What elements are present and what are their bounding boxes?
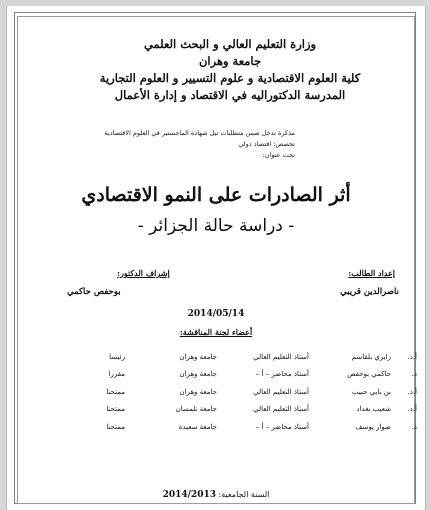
member-rank: أستاذ التعليم العالي <box>253 405 309 414</box>
member-university: جامعة سعيدة <box>178 422 217 431</box>
student-label: إعداد الطالب: <box>348 268 395 278</box>
thesis-note <box>104 128 295 161</box>
member-name: بن بايي حبيب <box>351 387 391 396</box>
student-name: ناصرالدين قريبي <box>340 287 399 297</box>
member-name: حاكمي بوحفص <box>347 370 391 379</box>
member-role: ممتحنا <box>106 422 125 431</box>
committee-title: أعضاء لجنة المناقشة: <box>179 327 253 337</box>
member-role: رئيسا <box>109 352 125 361</box>
member-rank: أستاذ محاضر – أ – <box>255 370 309 379</box>
academic-year <box>7 490 425 500</box>
member-rank: أستاذ التعليم العالي <box>253 387 309 396</box>
faculty-name: كلية العلوم الاقتصادية و علوم التسيير و العلوم التجارية <box>99 71 361 85</box>
member-name: زايري بلقاسم <box>351 352 391 361</box>
defense-date: 2014/05/14 <box>187 309 245 319</box>
thesis-title-intro: تحت عنوان: <box>262 151 295 159</box>
document-page <box>6 6 426 510</box>
institution-header <box>65 36 395 104</box>
member-title: أ.د. <box>407 405 417 414</box>
supervisor-label: إشراف الدكتور: <box>117 268 170 278</box>
table-row <box>15 383 417 401</box>
member-university: جامعة وهران <box>179 387 217 396</box>
member-role: ممتحنا <box>106 387 125 396</box>
thesis-specialty: تخصص: اقتصاد دولي <box>238 140 295 148</box>
member-university: جامعة وهران <box>179 370 217 379</box>
committee-table <box>15 348 417 436</box>
member-university: جامعة تلمسان <box>175 405 217 414</box>
thesis-note-line: مذكرة تدخل ضمن متطلبات نيل شهادة الماجستير في العلوم الاقتصادية <box>104 129 295 137</box>
member-name: صوار يوسف <box>355 422 391 431</box>
academic-year-label: السنة الجامعية: <box>218 490 270 499</box>
thesis-title: أثر الصادرات على النمو الاقتصادي <box>81 184 351 206</box>
member-title: أ.د. <box>407 387 417 396</box>
table-row <box>15 366 417 384</box>
doctoral-school-name: المدرسة الدكتوراليه في الاقتصاد و إدارة الأعمال <box>114 88 346 102</box>
member-rank: أستاذ التعليم العالي <box>253 352 309 361</box>
member-role: مقررا <box>108 370 125 379</box>
member-rank: أستاذ محاضر – أ – <box>255 422 309 431</box>
academic-year-value: 2014/2013 <box>162 490 216 500</box>
table-row <box>15 348 417 366</box>
member-role: ممتحنا <box>106 405 125 414</box>
member-university: جامعة وهران <box>179 352 217 361</box>
supervisor-name: بوحفص حاكمي <box>67 287 121 297</box>
member-title: د. <box>411 422 417 431</box>
member-title: أ.د. <box>407 352 417 361</box>
member-name: شعيب بغداد <box>356 405 391 414</box>
table-row <box>15 418 417 436</box>
university-name: جامعة وهران <box>198 54 262 68</box>
thesis-subtitle: - دراسة حالة الجزائر - <box>137 216 295 236</box>
table-row <box>15 401 417 419</box>
ministry-name: وزارة التعليم العالي و البحث العلمي <box>143 37 317 51</box>
member-title: د. <box>411 370 417 379</box>
